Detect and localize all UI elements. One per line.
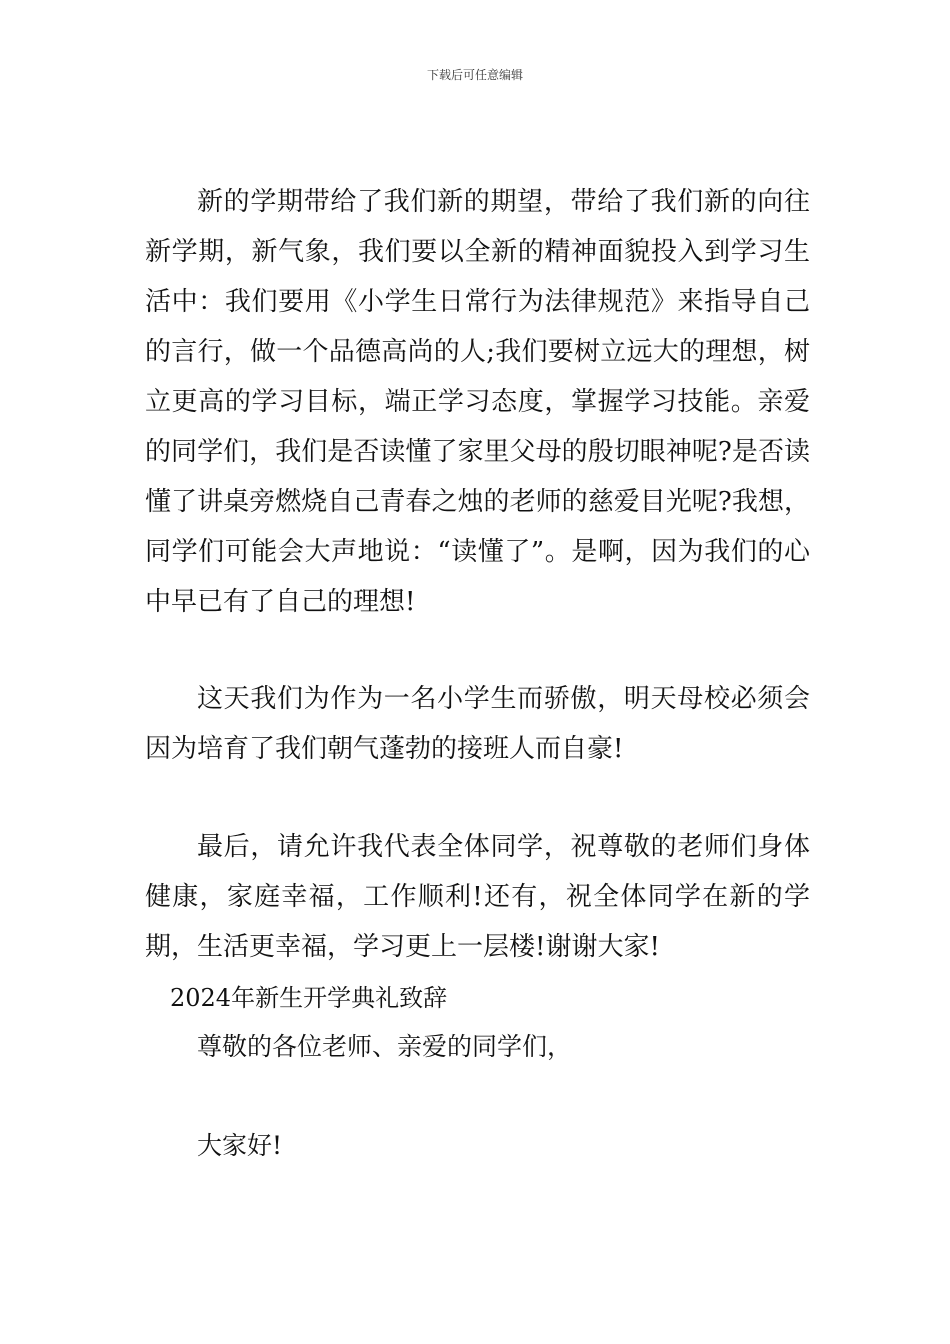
paragraph-closing-wishes: 最后，请允许我代表全体同学，祝尊敬的老师们身体健康，家庭幸福，工作顺利!还有，祝全体同学在新的学期，生活更幸福，学习更上一层楼!谢谢大家! — [145, 832, 810, 962]
paragraph-new-semester: 新的学期带给了我们新的期望，带给了我们新的向往新学期，新气象，我们要以全新的精神面貌投入到学习生活中：我们要用《小学生日常行为法律规范》来指导自己的言行，做一个品德高尚的人;我们要树立远大的理想，树立更高的学习目标，端正学习态度，掌握学习技能。亲爱的同学们，我们是否读懂了家里父母的殷切眼神呢?是否读懂了讲桌旁燃烧自己青春之烛的老师的慈爱目光呢?我想，同学们可能会大声地说：“读懂了”。是啊，因为我们的心中早已有了自己的理想! — [145, 187, 810, 617]
salutation: 尊敬的各位老师、亲爱的同学们， — [197, 1032, 573, 1061]
speech-title: 2024年新生开学典礼致辞 — [170, 984, 448, 1012]
page-header-note: 下载后可任意编辑 — [426, 68, 523, 82]
greeting: 大家好! — [197, 1131, 283, 1160]
paragraph-pride: 这天我们为作为一名小学生而骄傲，明天母校必须会因为培育了我们朝气蓬勃的接班人而自豪! — [145, 684, 810, 764]
